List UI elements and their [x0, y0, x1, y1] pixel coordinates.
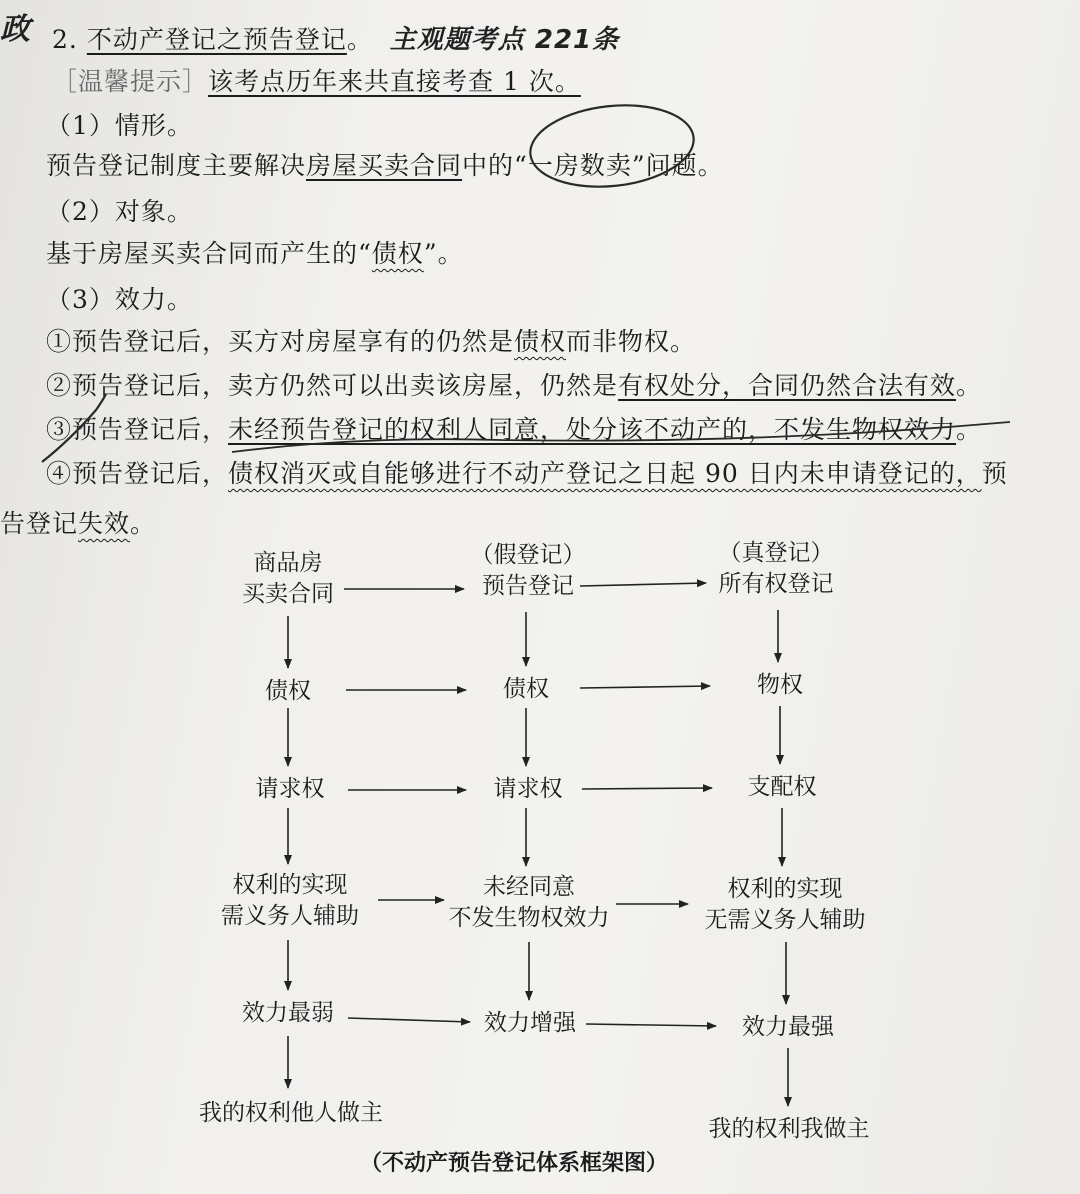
node-claim-1-text: 债权 [265, 678, 311, 704]
node-request-right-2-text: 请求权 [493, 776, 563, 802]
node-ownership-line2: 所有权登记 [718, 571, 834, 597]
i2-text-pre: ②预告登记后，卖方仍然可以出卖该房屋，仍然是 [46, 371, 619, 400]
i3-text-pre: ③预告登记后， [46, 415, 229, 444]
i2-underlined: 有权处分，合同仍然合法有效 [618, 371, 957, 400]
heading-period: 。 [346, 25, 373, 54]
heading-title: 不动产登记之预告登记 [86, 25, 347, 54]
node-realization-assisted-line1: 权利的实现 [232, 872, 348, 898]
s1-text-post: 问题。 [645, 151, 724, 180]
margin-handwritten-mark: 政 [0, 12, 31, 47]
node-effect-weakest-text: 效力最弱 [242, 1000, 334, 1026]
i3-underlined: 未经预告登记的权利人同意，处分该不动产的，不发生物权效力 [228, 415, 957, 444]
node-contract-line1: 商品房 [253, 550, 323, 576]
node-realization-unassisted-line2: 无需义务人辅助 [704, 907, 866, 933]
node-request-right-1-text: 请求权 [255, 776, 325, 802]
tip-label: ［温馨提示］ [52, 67, 209, 96]
i4-text-post: 预 [981, 459, 1008, 488]
node-pre-registration-line2: 预告登记 [482, 573, 574, 599]
arrow-req2-to-control [582, 788, 712, 789]
diagram-caption: （不动产预告登记体系框架图） [360, 1151, 669, 1176]
i4-line2-pre: 告登记 [0, 509, 79, 538]
heading-number: 2. [52, 25, 78, 54]
node-effect-stronger-text: 效力增强 [484, 1010, 576, 1036]
node-no-consent-line2: 不发生物权效力 [448, 905, 610, 931]
node-ownership-line1: （真登记） [718, 540, 834, 566]
node-realization-unassisted-line1: 权利的实现 [727, 876, 843, 902]
i4-wavy: 债权消灭或自能够进行不动产登记之日起 90 日内未申请登记的， [228, 459, 982, 488]
i1-text-post: 而非物权。 [566, 327, 697, 356]
node-control-right-text: 支配权 [747, 774, 817, 800]
node-realization-assisted-line2: 需义务人辅助 [221, 903, 359, 929]
arrow-pre-to-ownership [580, 583, 706, 586]
s2-text-pre: 基于房屋买卖合同而产生的“ [46, 239, 372, 268]
node-i-decide-text: 我的权利我做主 [708, 1116, 870, 1142]
section-1-title: （1）情形。 [46, 111, 193, 140]
section-3-title: （3）效力。 [46, 285, 193, 314]
s2-wavy: 债权 [371, 239, 424, 268]
i2-text-post: 。 [956, 371, 983, 400]
arrow-claim2-to-real [580, 686, 710, 688]
node-pre-registration-line1: （假登记） [470, 542, 586, 568]
i4-line2-post: 。 [130, 509, 157, 538]
arrow-weakest-to-stronger [348, 1018, 470, 1022]
s2-text-post: ”。 [423, 239, 464, 268]
i1-wavy: 债权 [514, 327, 567, 356]
section-2-title: （2）对象。 [46, 197, 193, 226]
handwritten-note: 主观题考点 221条 [389, 25, 620, 55]
s1-underlined: 房屋买卖合同 [306, 151, 463, 180]
arrow-stronger-to-strongest [586, 1024, 716, 1026]
i3-text-post: 。 [956, 415, 983, 444]
node-claim-2-text: 债权 [503, 676, 549, 702]
node-others-decide-text: 我的权利他人做主 [199, 1100, 383, 1126]
s1-text-mid: 中的 [462, 151, 515, 180]
node-real-right-text: 物权 [757, 672, 803, 698]
s1-text-pre: 预告登记制度主要解决 [46, 151, 307, 180]
node-no-consent-line1: 未经同意 [483, 874, 575, 900]
i4-line2-wavy: 失效 [78, 509, 131, 538]
tip-text: 该考点历年来共直接考查 1 次。 [208, 67, 581, 96]
node-contract-line2: 买卖合同 [242, 581, 334, 607]
i4-text-pre: ④预告登记后， [46, 459, 229, 488]
i1-text-pre: ①预告登记后，买方对房屋享有的仍然是 [46, 327, 515, 356]
node-effect-strongest-text: 效力最强 [742, 1014, 834, 1040]
s1-quote: “一房数卖” [514, 151, 646, 180]
